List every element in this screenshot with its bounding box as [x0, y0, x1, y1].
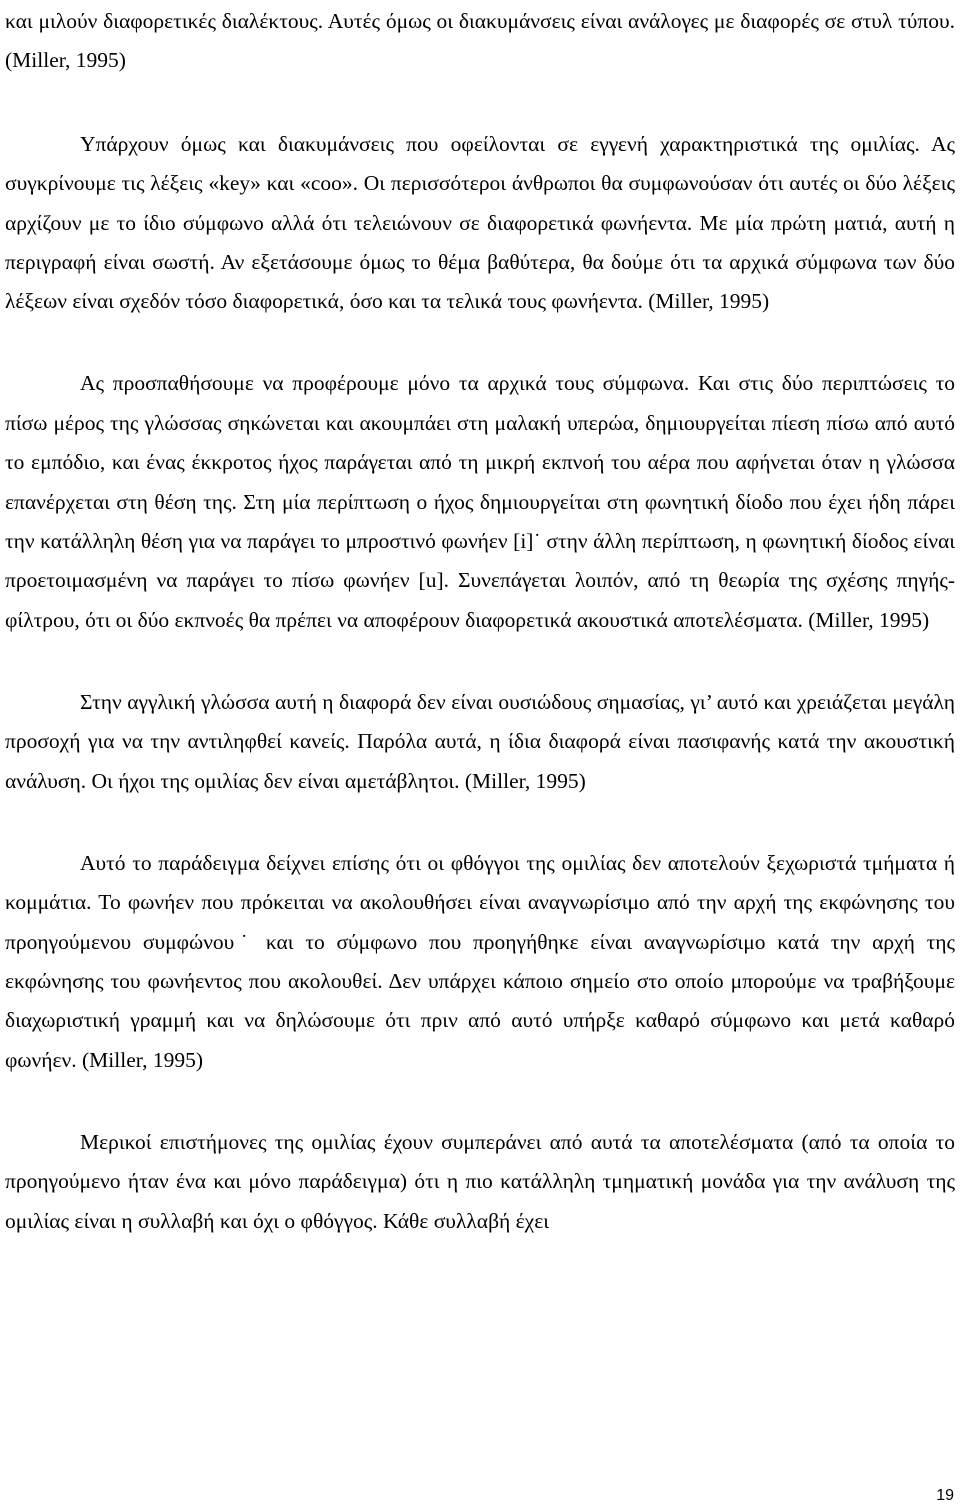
paragraph-2: Υπάρχουν όμως και διακυμάνσεις που οφείλονται σε εγγενή χαρακτηριστικά της ομιλίας. Ας συγκρίνουμε τις λέξεις «key» και «coo». Οι περισσότεροι άνθρωποι θα συμφωνούσαν ότι αυτές οι δύο λέξεις αρχίζουν με το ίδιο σύμφωνο αλλά ότι τελειώνουν σε διαφορετικά φωνήεντα. Με μία πρώτη ματιά, αυτή η περιγραφή είναι σωστή. Αν εξετάσουμε όμως το θέμα βαθύτερα, θα δούμε ότι τα αρχικά σύμφωνα των δύο λέξεων είναι σχεδόν τόσο διαφορετικά, όσο και τα τελικά τους φωνήεντα. (Miller, 1995) — [5, 131, 955, 314]
paragraph-3: Ας προσπαθήσουμε να προφέρουμε μόνο τα αρχικά τους σύμφωνα. Και στις δύο περιπτώσεις το πίσω μέρος της γλώσσας σηκώνεται και ακουμπάει στη μαλακή υπερώα, δημιουργείται πίεση πίσω από αυτό το εμπόδιο, και ένας έκκροτος ήχος παράγεται από τη μικρή εκπνοή του αέρα που αφήνεται όταν η γλώσσα επανέρχεται στη θέση της. Στη μία περίπτωση ο ήχος δημιουργείται στη φωνητική δίοδο που έχει ήδη πάρει την κατάλληλη θέση για να παράγει το μπροστινό φωνήεν [i]˙ στην άλλη περίπτωση, η φωνητική δίοδος είναι προετοιμασμένη να παράγει το πίσω φωνήεν [u]. Συνεπάγεται λοιπόν, από τη θεωρία της σχέσης πηγής-φίλτρου, ότι οι δύο εκπνοές θα πρέπει να αποφέρουν διαφορετικά ακουστικά αποτελέσματα. (Miller, 1995) — [5, 371, 955, 632]
paragraph-5: Αυτό το παράδειγμα δείχνει επίσης ότι οι φθόγγοι της ομιλίας δεν αποτελούν ξεχωριστά τμήματα ή κομμάτια. Το φωνήεν που πρόκειται να ακολουθήσει είναι αναγνωρίσιμο από την αρχή της εκφώνησης του προηγούμενου συμφώνου˙ και το σύμφωνο που προηγήθηκε είναι αναγνωρίσιμο κατά την αρχή της εκφώνησης του φωνήεντος που ακολουθεί. Δεν υπάρχει κάποιο σημείο στο οποίο μπορούμε να τραβήξουμε διαχωριστική γραμμή και να δηλώσουμε ότι πριν από αυτό υπήρξε καθαρό σύμφωνο και μετά καθαρό φωνήεν. (Miller, 1995) — [5, 850, 955, 1072]
paragraph-6: Μερικοί επιστήμονες της ομιλίας έχουν συμπεράνει από αυτά τα αποτελέσματα (από τα οποία το προηγούμενο ήταν ένα και μόνο παράδειγμα) ότι η πιο κατάλληλη τμηματική μονάδα για την ανάλυση της ομιλίας είναι η συλλαβή και όχι ο φθόγγος. Κάθε συλλαβή έχει — [5, 1129, 955, 1233]
page-number: 19 — [936, 1487, 954, 1504]
paragraph-4: Στην αγγλική γλώσσα αυτή η διαφορά δεν είναι ουσιώδους σημασίας, γι’ αυτό και χρειάζεται μεγάλη προσοχή για να την αντιληφθεί κανείς. Παρόλα αυτά, η ίδια διαφορά είναι πασιφανής κατά την ακουστική ανάλυση. Οι ήχοι της ομιλίας δεν είναι αμετάβλητοι. (Miller, 1995) — [5, 689, 955, 793]
paragraph-1: και μιλούν διαφορετικές διαλέκτους. Αυτές όμως οι διακυμάνσεις είναι ανάλογες με διαφορές σε στυλ τύπου. (Miller, 1995) — [5, 9, 955, 73]
